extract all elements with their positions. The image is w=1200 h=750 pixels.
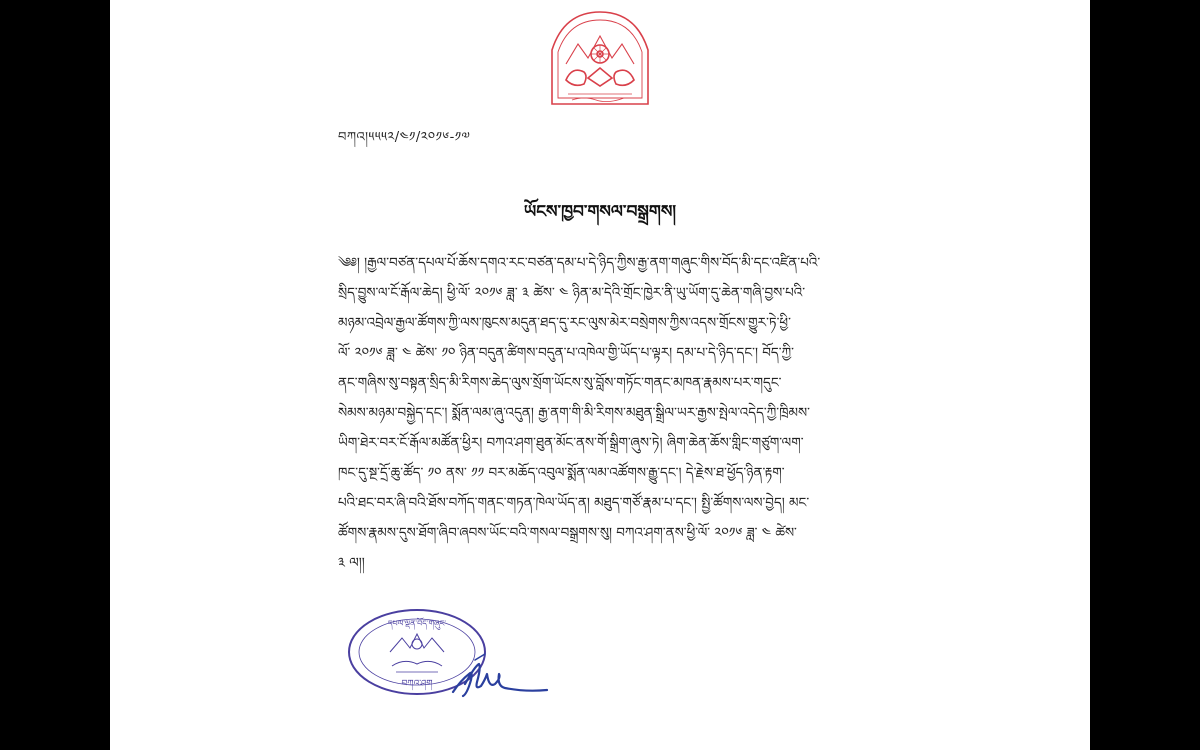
body-line: པའི་ཐང་བར་ཞི་བའི་ཐོས་བཀོད་གནང་གཏན་ཁེལ་ཡོད་ན། མཐུད་གཙོ་རྣམ་པ་དང་། སྤྱི་ཚོགས་ལས་བྱེད། མང་ — [338, 495, 810, 511]
body-line: སྲིད་བྱུས་ལ་ངོ་རྒོལ་ཆེད། ཕྱི་ལོ་ ༢༠༡༦ ཟླ་ ༣ ཚེས་ ༤ ཉིན་མ་དེའི་གྲོང་ཁྱེར་ནི་ཡུ་ཡོག་དུ་ཆེན་གཞི་བྱས་པའི་ — [338, 285, 806, 301]
body-line: ཚོགས་རྣམས་དུས་ཐོག་ཞིབ་ཞབས་ཡོང་བའི་གསལ་བསྒྲགས་སུ། བཀའ་ཤག་ནས་ཕྱི་ལོ་ ༢༠༡༦ ཟླ་ ༤ ཚེས་ — [338, 525, 797, 541]
document-body — [338, 248, 890, 578]
document-title: ཡོངས་ཁྱབ་གསལ་བསྒྲགས། — [523, 202, 677, 222]
body-line: ཡིག་ཐེར་བར་ངོ་རྒོལ་མཚོན་ཕྱིར། བཀའ་ཤག་ཐུན་མོང་ནས་གོ་སྒྲིག་ཞུས་ཏེ། ཞིག་ཆེན་ཆོས་གླིང་གཙུག་ལག་ — [338, 435, 804, 451]
signature — [445, 640, 555, 710]
body-line: ཁང་དུ་སྔ་དྲོ་ཆུ་ཚོད་ ༡༠ ནས་ ༡༡ བར་མཆོད་འབུལ་སྨོན་ལམ་འཚོགས་རྒྱུ་དང་། དེ་རྗེས་ཐ་ཕྱོད་ཉིན་རྟག་ — [338, 465, 785, 481]
body-line: ལོ་ ༢༠༡༦ ཟླ་ ༤ ཚེས་ ༡༠ ཉིན་བདུན་ཚིགས་བདུན་པ་འཁེལ་གྱི་ཡོད་པ་ལྟར། དམ་པ་དེ་ཉིད་དང་། བོད་ཀྱི་ — [338, 345, 794, 361]
body-line: ༣ ལ།། — [338, 555, 365, 571]
letter-page — [110, 0, 1090, 750]
office-seal-top-text: དཔལ་ལྡན་བོད་གཞུང་ — [387, 619, 447, 628]
office-seal-label: བཀའ་ཤག — [401, 679, 433, 689]
body-line: མཉམ་འབྲེལ་རྒྱལ་ཚོགས་ཀྱི་ལས་ཁུངས་མདུན་ཐད་དུ་རང་ལུས་མེར་བསྲེགས་ཀྱིས་འདས་གྲོངས་གྱུར་ཏེ་ཕྱི་ — [338, 315, 791, 331]
body-line: སེམས་མཉམ་བསྐྱེད་དང་། སྨོན་ལམ་ཞུ་འདུན། རྒྱ་ནག་གི་མི་རིགས་མཐུན་སྒྲིལ་ཡར་རྒྱས་སྤེལ་འདེད་ཀྱི་ཁྲིམས་ — [338, 405, 810, 421]
reference-number: བཀའ།༥༥༥༢/༤༡/༢༠༡༦-༡༧ — [338, 130, 471, 145]
top-emblem-seal — [544, 6, 656, 118]
body-line: ༄༅། །རྒྱལ་བཙན་དཔལ་པོ་ཆོས་དགའ་རང་བཙན་དམ་པ་དེ་ཉིད་ཀྱིས་རྒྱ་ནག་གཞུང་གིས་བོད་མི་དང་འཛིན་པའི་ — [338, 255, 821, 271]
body-line: ནང་གཞིས་སུ་བསྟན་སྲིད་མི་རིགས་ཆེད་ལུས་སྲོག་ཡོངས་སུ་བློས་གཏོང་གནང་མཁན་རྣམས་པར་གདུང་ — [338, 375, 782, 391]
